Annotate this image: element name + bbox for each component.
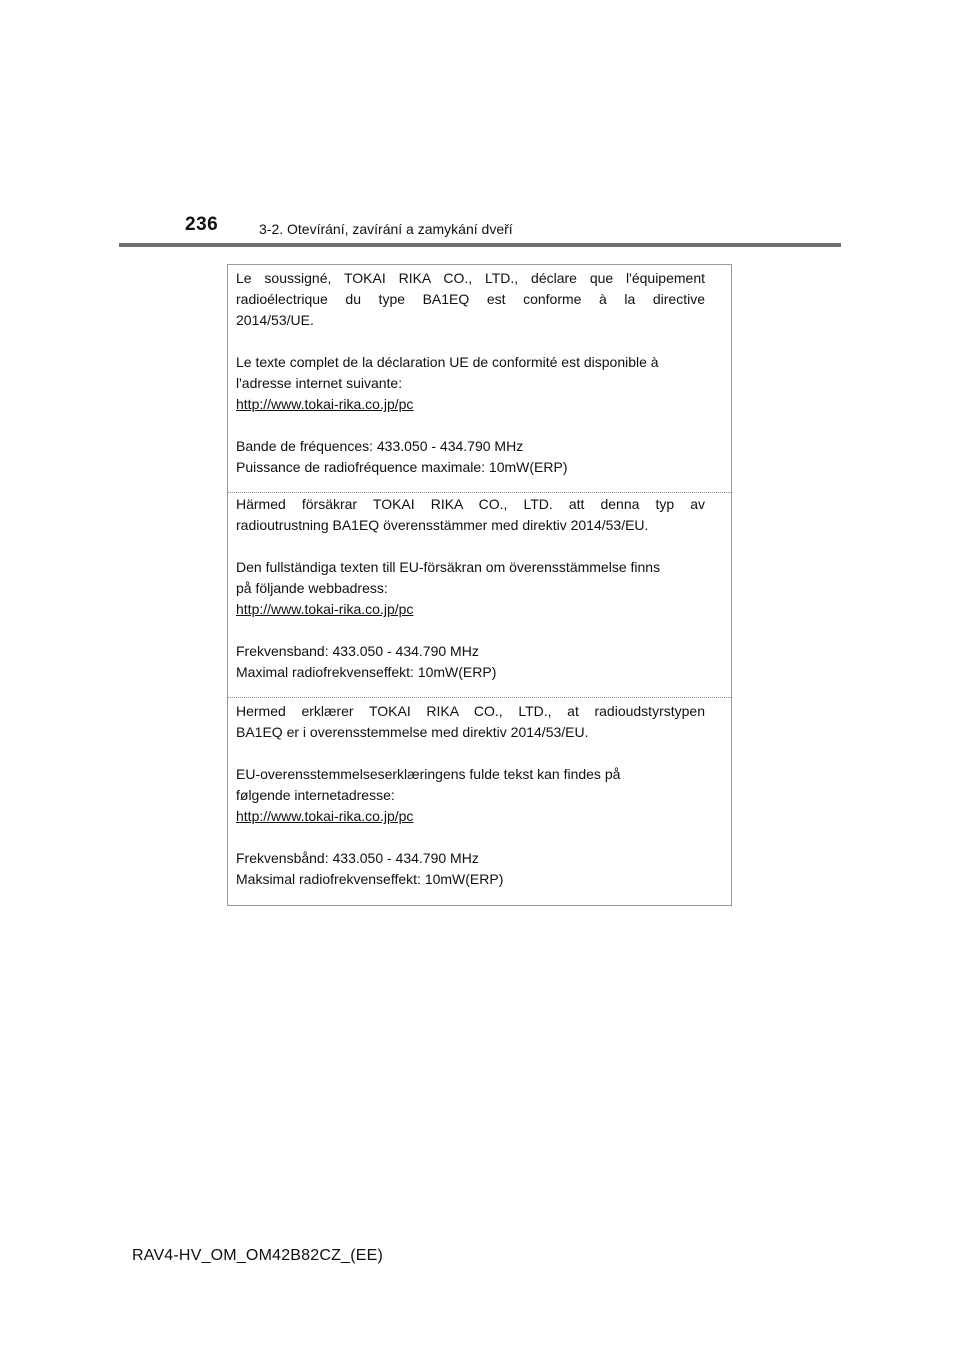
specs-paragraph (236, 641, 705, 683)
section-divider (228, 697, 731, 698)
declaration-section-french (228, 268, 731, 478)
declaration-line: BA1EQ er i overensstemmelse med direktiv 2014/53/EU. (236, 724, 589, 740)
declaration-line: Hermed erklærer TOKAI RIKA CO., LTD., at radioudstyrstypen (236, 703, 705, 719)
declaration-line: Le soussigné, TOKAI RIKA CO., LTD., déclare que l'équipement (236, 270, 705, 286)
declaration-section-danish (228, 701, 731, 890)
declaration-line: Härmed försäkrar TOKAI RIKA CO., LTD. att denna typ av (236, 496, 705, 512)
frequency-band: Frekvensbånd: 433.050 - 434.790 MHz (236, 850, 479, 866)
frequency-band: Frekvensband: 433.050 - 434.790 MHz (236, 643, 479, 659)
declaration-paragraph (236, 494, 705, 536)
declaration-url-link[interactable]: http://www.tokai-rika.co.jp/pc (236, 808, 414, 824)
frequency-band: Bande de fréquences: 433.050 - 434.790 MHz (236, 438, 524, 454)
max-power: Puissance de radiofréquence maximale: 10mW(ERP) (236, 459, 568, 475)
fulltext-line: Le texte complet de la déclaration UE de conformité est disponible à (236, 354, 659, 370)
declaration-url-link[interactable]: http://www.tokai-rika.co.jp/pc (236, 396, 414, 412)
page-number: 236 (185, 214, 219, 235)
specs-paragraph (236, 848, 705, 890)
fulltext-paragraph (236, 352, 705, 415)
document-id: RAV4-HV_OM_OM42B82CZ_(EE) (132, 1247, 383, 1264)
declaration-url-link[interactable]: http://www.tokai-rika.co.jp/pc (236, 601, 414, 617)
header-divider (119, 243, 841, 247)
section-title: 3-2. Otevírání, zavírání a zamykání dveří (259, 221, 513, 237)
fulltext-line: på följande webbadress: (236, 580, 388, 596)
declaration-line: radioutrustning BA1EQ överensstämmer med direktiv 2014/53/EU. (236, 517, 649, 533)
fulltext-paragraph (236, 764, 705, 827)
fulltext-line: følgende internetadresse: (236, 787, 395, 803)
fulltext-line: l'adresse internet suivante: (236, 375, 403, 391)
declaration-section-swedish (228, 494, 731, 683)
conformity-declarations-box (227, 264, 732, 906)
declaration-line: radioélectrique du type BA1EQ est conforme à la directive (236, 291, 705, 307)
max-power: Maximal radiofrekvenseffekt: 10mW(ERP) (236, 664, 497, 680)
max-power: Maksimal radiofrekvenseffekt: 10mW(ERP) (236, 871, 504, 887)
section-divider (228, 492, 731, 493)
declaration-paragraph (236, 701, 705, 743)
fulltext-paragraph (236, 557, 705, 620)
declaration-paragraph (236, 268, 705, 331)
declaration-line: 2014/53/UE. (236, 312, 314, 328)
fulltext-line: EU-overensstemmelseserklæringens fulde tekst kan findes på (236, 766, 621, 782)
fulltext-line: Den fullständiga texten till EU-försäkran om överensstämmelse finns (236, 559, 661, 575)
specs-paragraph (236, 436, 705, 478)
